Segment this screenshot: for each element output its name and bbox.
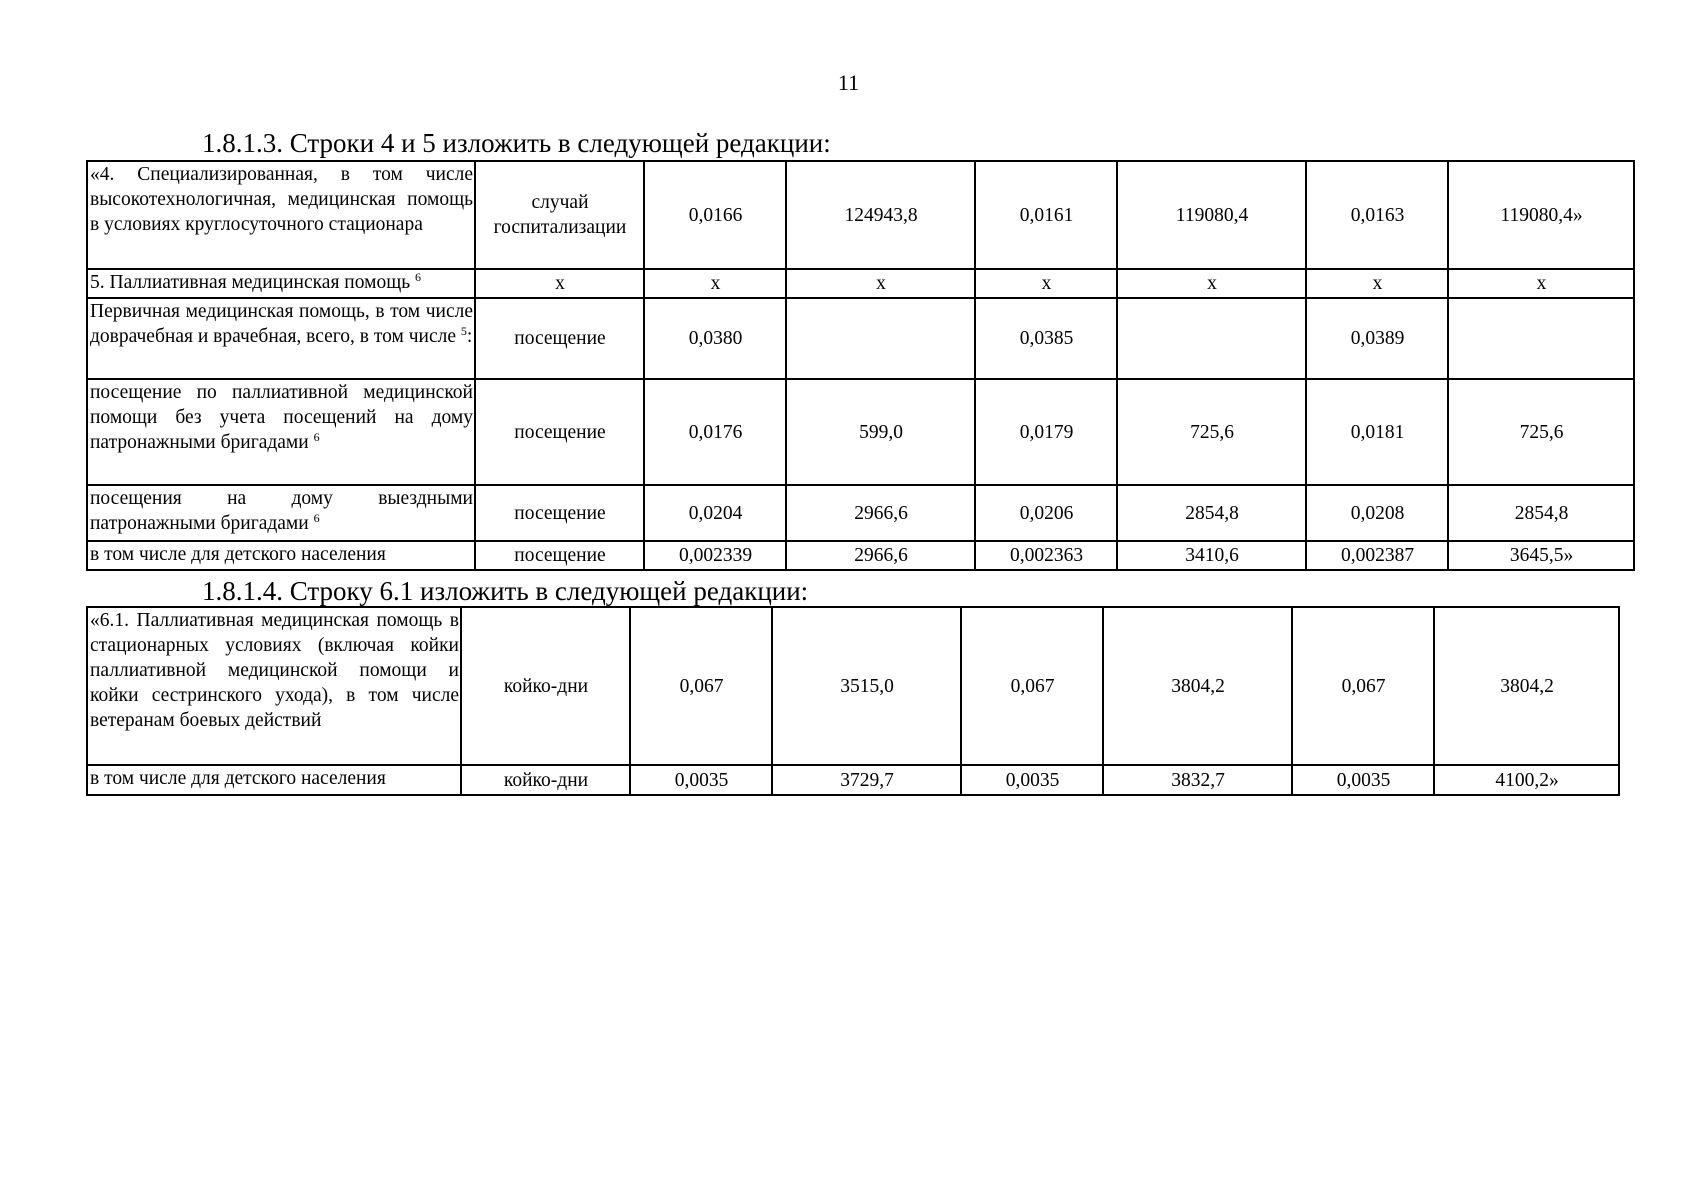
page-number: 11 xyxy=(837,70,860,95)
unit-cell: койко-дни xyxy=(461,607,630,765)
value-cell: 0,0208 xyxy=(1306,485,1448,541)
row-label: в том числе для детского населения xyxy=(87,541,475,570)
table-row xyxy=(87,379,1634,485)
value-cell: 3645,5» xyxy=(1448,541,1634,570)
value-cell: 0,0179 xyxy=(975,379,1117,485)
value-cell: 124943,8 xyxy=(786,161,975,269)
footnote-marker: 6 xyxy=(414,270,421,284)
value-cell: 725,6 xyxy=(1448,379,1634,485)
value-cell: 3729,7 xyxy=(772,765,961,795)
value-cell: 3410,6 xyxy=(1117,541,1306,570)
value-cell: 0,0385 xyxy=(975,298,1117,379)
value-cell: 0,002339 xyxy=(644,541,786,570)
value-cell: 0,0163 xyxy=(1306,161,1448,269)
row-label: посещение по паллиативной медицинской помощи без учета посещений на дому патронажными бригадами xyxy=(90,382,473,453)
value-cell: 0,0206 xyxy=(975,485,1117,541)
unit-cell: посещение xyxy=(475,298,644,379)
unit-cell: х xyxy=(475,269,644,298)
value-cell: 0,0161 xyxy=(975,161,1117,269)
footnote-marker: 6 xyxy=(313,430,320,444)
value-cell: 0,0035 xyxy=(630,765,772,795)
row-label-tail: : xyxy=(466,326,473,347)
value-cell: 0,067 xyxy=(630,607,772,765)
value-cell: 2966,6 xyxy=(786,541,975,570)
value-cell: 0,0181 xyxy=(1306,379,1448,485)
value-cell: 4100,2» xyxy=(1434,765,1619,795)
table-row xyxy=(87,607,1619,765)
value-cell: 3515,0 xyxy=(772,607,961,765)
value-cell: х xyxy=(975,269,1117,298)
unit-cell: посещение xyxy=(475,485,644,541)
value-cell: х xyxy=(786,269,975,298)
row-label-cell xyxy=(87,269,475,298)
section-heading-1814: 1.8.1.4. Строку 6.1 изложить в следующей редакции: xyxy=(202,576,809,606)
table-row xyxy=(87,541,1634,570)
value-cell: 0,0380 xyxy=(644,298,786,379)
value-cell: 3832,7 xyxy=(1103,765,1292,795)
value-cell: 3804,2 xyxy=(1103,607,1292,765)
value-cell: 725,6 xyxy=(1117,379,1306,485)
row-label-cell xyxy=(87,298,475,379)
value-cell: х xyxy=(1448,269,1634,298)
value-cell: 2854,8 xyxy=(1448,485,1634,541)
value-cell xyxy=(1448,298,1634,379)
value-cell: 0,0035 xyxy=(1292,765,1434,795)
table-row xyxy=(87,161,1634,269)
row-label-cell xyxy=(87,379,475,485)
value-cell: 0,002363 xyxy=(975,541,1117,570)
value-cell: 0,0389 xyxy=(1306,298,1448,379)
row-label: посещения на дому выездными патронажными бригадами xyxy=(90,488,473,534)
value-cell: х xyxy=(1117,269,1306,298)
value-cell: 0,0166 xyxy=(644,161,786,269)
table-rows-4-5 xyxy=(86,160,1635,571)
value-cell: 119080,4 xyxy=(1117,161,1306,269)
footnote-marker: 5 xyxy=(460,324,467,338)
table-row xyxy=(87,298,1634,379)
unit-cell: посещение xyxy=(475,541,644,570)
value-cell: 0,067 xyxy=(1292,607,1434,765)
unit-cell: посещение xyxy=(475,379,644,485)
row-label: 5. Паллиативная медицинская помощь xyxy=(90,272,411,293)
row-label: в том числе для детского населения xyxy=(87,765,461,795)
value-cell: х xyxy=(644,269,786,298)
value-cell: 2966,6 xyxy=(786,485,975,541)
value-cell: 0,067 xyxy=(961,607,1103,765)
value-cell xyxy=(1117,298,1306,379)
value-cell: 599,0 xyxy=(786,379,975,485)
value-cell: 119080,4» xyxy=(1448,161,1634,269)
value-cell: 2854,8 xyxy=(1117,485,1306,541)
unit-cell: койко-дни xyxy=(461,765,630,795)
row-label: Первичная медицинская помощь, в том числе доврачебная и врачебная, всего, в том числе xyxy=(90,301,473,347)
table-row-6-1 xyxy=(86,606,1620,796)
value-cell: 0,0035 xyxy=(961,765,1103,795)
table-row xyxy=(87,269,1634,298)
row-label: «4. Специализированная, в том числе высокотехнологичная, медицинская помощь в условиях круглосуточного стационара xyxy=(87,161,475,269)
value-cell: х xyxy=(1306,269,1448,298)
unit-cell: случай госпитализации xyxy=(475,161,644,269)
table-row xyxy=(87,485,1634,541)
value-cell: 0,0204 xyxy=(644,485,786,541)
row-label: «6.1. Паллиативная медицинская помощь в стационарных условиях (включая койки паллиативной медицинской помощи и койки сестринского ухода), в том числе ветеранам боевых действий xyxy=(87,607,461,765)
row-label-cell xyxy=(87,485,475,541)
value-cell: 0,0176 xyxy=(644,379,786,485)
value-cell xyxy=(786,298,975,379)
value-cell: 0,002387 xyxy=(1306,541,1448,570)
section-heading-1813: 1.8.1.3. Строки 4 и 5 изложить в следующей редакции: xyxy=(202,128,831,158)
footnote-marker: 6 xyxy=(313,511,320,525)
table-row xyxy=(87,765,1619,795)
value-cell: 3804,2 xyxy=(1434,607,1619,765)
